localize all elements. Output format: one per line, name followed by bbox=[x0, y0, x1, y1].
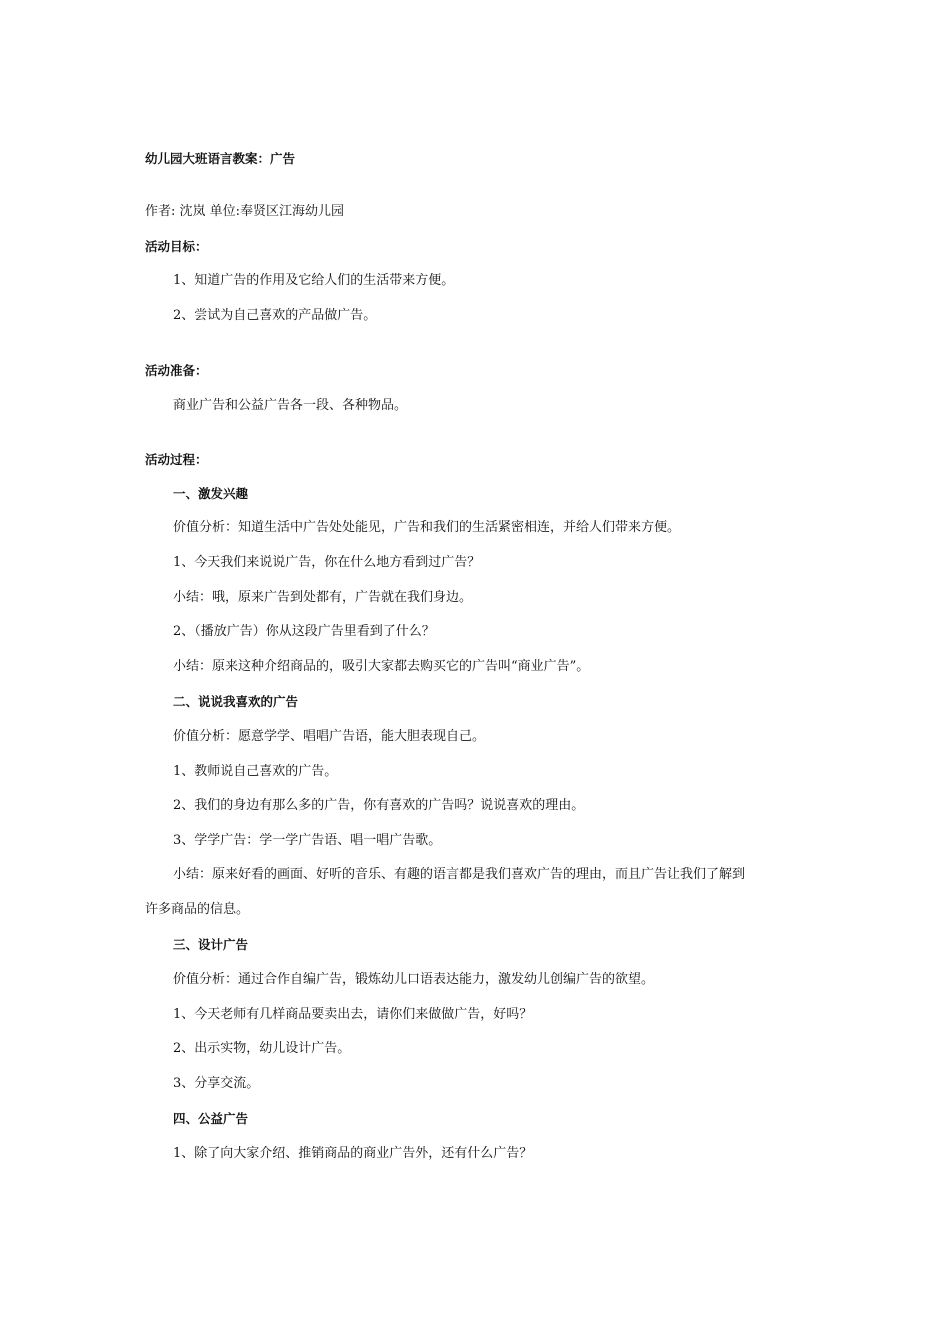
section-4-line-1: 1、除了向大家介绍、推销商品的商业广告外，还有什么广告？ bbox=[173, 1146, 533, 1161]
preparation-text: 商业广告和公益广告各一段、各种物品。 bbox=[173, 398, 408, 413]
goals-heading: 活动目标： bbox=[145, 239, 208, 254]
section-2-line-5: 小结：原来好看的画面、好听的音乐、有趣的语言都是我们喜欢广告的理由，而且广告让我们了解到 bbox=[173, 867, 746, 882]
section-3-line-4: 3、分享交流。 bbox=[173, 1076, 260, 1091]
section-1-line-2: 1、今天我们来说说广告，你在什么地方看到过广告？ bbox=[173, 555, 481, 570]
goal-item-1: 1、知道广告的作用及它给人们的生活带来方便。 bbox=[173, 273, 455, 288]
section-3-line-1: 价值分析：通过合作自编广告，锻炼幼儿口语表达能力，激发幼儿创编广告的欲望。 bbox=[173, 972, 655, 987]
document-title: 幼儿园大班语言教案：广告 bbox=[145, 151, 296, 166]
section-heading-4: 四、公益广告 bbox=[173, 1111, 249, 1126]
section-heading-1: 一、激发兴趣 bbox=[173, 486, 249, 501]
section-3-line-3: 2、出示实物，幼儿设计广告。 bbox=[173, 1041, 351, 1056]
goal-item-2: 2、尝试为自己喜欢的产品做广告。 bbox=[173, 308, 377, 323]
section-2-line-3: 2、我们的身边有那么多的广告，你有喜欢的广告吗？说说喜欢的理由。 bbox=[173, 798, 585, 813]
author-line: 作者: 沈岚 单位:奉贤区江海幼儿园 bbox=[145, 204, 345, 219]
preparation-heading: 活动准备： bbox=[145, 363, 208, 378]
section-3-line-2: 1、今天老师有几样商品要卖出去，请你们来做做广告，好吗？ bbox=[173, 1007, 533, 1022]
section-2-line-2: 1、教师说自己喜欢的广告。 bbox=[173, 764, 338, 779]
section-1-line-4: 2、（播放广告）你从这段广告里看到了什么？ bbox=[173, 624, 435, 639]
section-1-line-5: 小结：原来这种介绍商品的，吸引大家都去购买它的广告叫“商业广告”。 bbox=[173, 659, 590, 674]
section-1-line-1: 价值分析：知道生活中广告处处能见，广告和我们的生活紧密相连，并给人们带来方便。 bbox=[173, 520, 681, 535]
section-2-line-4: 3、学学广告：学一学广告语、唱一唱广告歌。 bbox=[173, 833, 442, 848]
section-heading-2: 二、说说我喜欢的广告 bbox=[173, 694, 299, 709]
section-heading-3: 三、设计广告 bbox=[173, 937, 249, 952]
section-2-line-6: 许多商品的信息。 bbox=[145, 902, 250, 917]
section-1-line-3: 小结：哦，原来广告到处都有，广告就在我们身边。 bbox=[173, 590, 473, 605]
process-heading: 活动过程： bbox=[145, 452, 208, 467]
section-2-line-1: 价值分析：愿意学学、唱唱广告语，能大胆表现自己。 bbox=[173, 729, 486, 744]
